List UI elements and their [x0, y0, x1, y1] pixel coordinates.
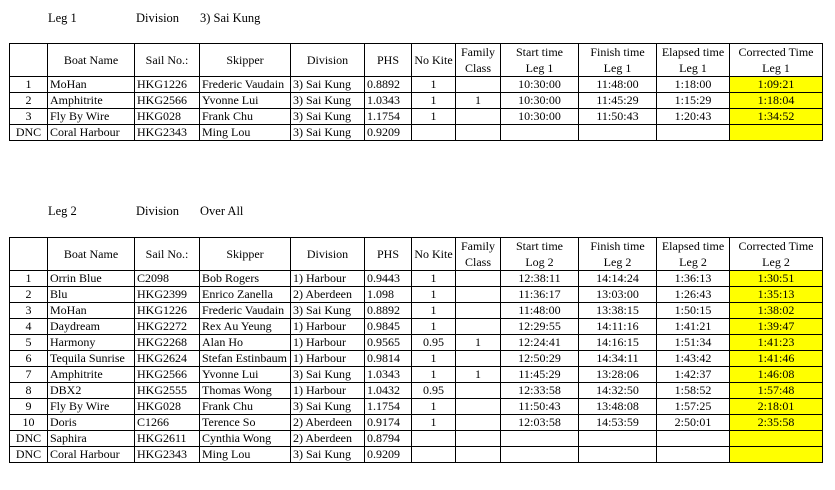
column-header-label: No Kite	[414, 247, 453, 261]
cell-nokite: 1	[412, 399, 456, 415]
column-header-label: Finish time	[590, 45, 645, 59]
column-header-label: Boat Name	[63, 53, 119, 67]
cell-nokite: 0.95	[412, 335, 456, 351]
cell-corrected: 2:35:58	[730, 415, 823, 431]
cell-finish: 14:14:24	[579, 271, 657, 287]
cell-skipper: Yvonne Lui	[200, 367, 291, 383]
cell-start	[501, 431, 579, 447]
cell-start: 12:29:55	[501, 319, 579, 335]
cell-phs: 0.9174	[365, 415, 412, 431]
column-header-label: PHS	[376, 53, 399, 67]
cell-sail: HKG028	[135, 399, 200, 415]
cell-family: 1	[456, 93, 501, 109]
cell-sail: HKG2343	[135, 447, 200, 463]
column-header-label: Sail No.:	[145, 247, 189, 261]
cell-sail: HKG2624	[135, 351, 200, 367]
cell-skipper: Terence So	[200, 415, 291, 431]
cell-corrected	[730, 431, 823, 447]
table-row	[10, 399, 823, 415]
cell-family	[456, 287, 501, 303]
cell-start: 11:36:17	[501, 287, 579, 303]
cell-division: 1) Harbour	[291, 351, 365, 367]
cell-nokite	[412, 447, 456, 463]
cell-phs: 0.8794	[365, 431, 412, 447]
cell-pos: 3	[10, 303, 48, 319]
cell-start: 12:33:58	[501, 383, 579, 399]
cell-nokite: 1	[412, 271, 456, 287]
column-header-division	[291, 238, 365, 271]
table-header-row	[10, 44, 823, 77]
cell-sail: HKG1226	[135, 77, 200, 93]
cell-corrected: 1:41:46	[730, 351, 823, 367]
cell-skipper: Thomas Wong	[200, 383, 291, 399]
cell-sail: HKG2566	[135, 367, 200, 383]
cell-elapsed: 1:41:21	[657, 319, 730, 335]
cell-nokite	[412, 431, 456, 447]
cell-start: 11:45:29	[501, 367, 579, 383]
cell-boat: Harmony	[48, 335, 135, 351]
cell-family: 1	[456, 367, 501, 383]
cell-phs: 0.9209	[365, 447, 412, 463]
cell-start	[501, 125, 579, 141]
cell-division: 3) Sai Kung	[291, 109, 365, 125]
column-header-family	[456, 44, 501, 77]
column-header-skipper	[200, 44, 291, 77]
cell-nokite: 1	[412, 367, 456, 383]
cell-sail: HKG2272	[135, 319, 200, 335]
column-header-label: Corrected Time	[738, 239, 814, 253]
cell-division: 2) Aberdeen	[291, 431, 365, 447]
cell-family	[456, 447, 501, 463]
column-header-phs	[365, 238, 412, 271]
cell-elapsed: 1:36:13	[657, 271, 730, 287]
cell-family	[456, 303, 501, 319]
column-header-label: Division	[306, 247, 349, 261]
cell-division: 3) Sai Kung	[291, 303, 365, 319]
cell-sail: C2098	[135, 271, 200, 287]
column-header-phs	[365, 44, 412, 77]
cell-start: 11:50:43	[501, 399, 579, 415]
cell-pos: 5	[10, 335, 48, 351]
cell-nokite: 1	[412, 287, 456, 303]
cell-skipper: Frederic Vaudain	[200, 303, 291, 319]
cell-start	[501, 447, 579, 463]
column-header-label: Finish time	[590, 239, 645, 253]
cell-corrected	[730, 447, 823, 463]
cell-nokite: 1	[412, 319, 456, 335]
cell-sail: C1266	[135, 415, 200, 431]
cell-division: 1) Harbour	[291, 383, 365, 399]
cell-skipper: Bob Rogers	[200, 271, 291, 287]
cell-family	[456, 431, 501, 447]
cell-corrected: 1:57:48	[730, 383, 823, 399]
cell-corrected: 1:09:21	[730, 77, 823, 93]
cell-corrected: 1:46:08	[730, 367, 823, 383]
cell-finish: 14:32:50	[579, 383, 657, 399]
cell-elapsed: 1:18:00	[657, 77, 730, 93]
column-header-boat	[48, 44, 135, 77]
column-header-start	[501, 44, 579, 77]
cell-elapsed	[657, 431, 730, 447]
cell-boat: Orrin Blue	[48, 271, 135, 287]
cell-finish: 13:03:00	[579, 287, 657, 303]
cell-pos: 8	[10, 383, 48, 399]
cell-skipper: Cynthia Wong	[200, 431, 291, 447]
cell-boat: Coral Harbour	[48, 447, 135, 463]
cell-boat: Fly By Wire	[48, 109, 135, 125]
cell-finish: 13:38:15	[579, 303, 657, 319]
leg2-results-table	[9, 237, 823, 463]
leg2-division-value: Over All	[200, 204, 244, 218]
column-header-label: Start time	[516, 45, 563, 59]
cell-boat: MoHan	[48, 77, 135, 93]
cell-division: 2) Aberdeen	[291, 287, 365, 303]
column-header-finish	[579, 44, 657, 77]
cell-division: 3) Sai Kung	[291, 125, 365, 141]
column-header-family	[456, 238, 501, 271]
column-header-sublabel: Class	[464, 61, 491, 75]
cell-nokite: 1	[412, 303, 456, 319]
column-header-sublabel: Leg 1	[525, 61, 554, 75]
cell-finish: 14:34:11	[579, 351, 657, 367]
cell-corrected: 2:18:01	[730, 399, 823, 415]
cell-sail: HKG1226	[135, 303, 200, 319]
cell-phs: 0.8892	[365, 303, 412, 319]
cell-sail: HKG2566	[135, 93, 200, 109]
cell-elapsed: 1:58:52	[657, 383, 730, 399]
leg1-results-table	[9, 43, 823, 141]
cell-corrected	[730, 125, 823, 141]
cell-finish: 14:53:59	[579, 415, 657, 431]
cell-family	[456, 415, 501, 431]
cell-finish	[579, 447, 657, 463]
cell-start: 10:30:00	[501, 109, 579, 125]
table-row	[10, 383, 823, 399]
cell-boat: Daydream	[48, 319, 135, 335]
cell-sail: HKG2555	[135, 383, 200, 399]
column-header-sail	[135, 44, 200, 77]
cell-boat: Fly By Wire	[48, 399, 135, 415]
cell-family	[456, 319, 501, 335]
leg2-label: Leg 2	[48, 204, 77, 218]
column-header-nokite	[412, 238, 456, 271]
cell-division: 1) Harbour	[291, 319, 365, 335]
cell-boat: Coral Harbour	[48, 125, 135, 141]
cell-pos: 3	[10, 109, 48, 125]
column-header-elapsed	[657, 44, 730, 77]
cell-start: 12:50:29	[501, 351, 579, 367]
cell-division: 3) Sai Kung	[291, 399, 365, 415]
table-row	[10, 367, 823, 383]
cell-skipper: Stefan Estinbaum	[200, 351, 291, 367]
cell-elapsed: 1:42:37	[657, 367, 730, 383]
column-header-sublabel: Leg 2	[603, 255, 632, 269]
cell-pos: DNC	[10, 447, 48, 463]
cell-finish: 13:48:08	[579, 399, 657, 415]
cell-skipper: Frederic Vaudain	[200, 77, 291, 93]
column-header-elapsed	[657, 238, 730, 271]
column-header-label: Division	[306, 53, 349, 67]
cell-skipper: Ming Lou	[200, 447, 291, 463]
leg1-division-label: Division	[136, 11, 180, 25]
cell-division: 3) Sai Kung	[291, 447, 365, 463]
column-header-label: Corrected Time	[738, 45, 814, 59]
column-header-label: No Kite	[414, 53, 453, 67]
table-row	[10, 303, 823, 319]
cell-nokite: 1	[412, 77, 456, 93]
cell-finish: 11:48:00	[579, 77, 657, 93]
cell-sail: HKG2399	[135, 287, 200, 303]
cell-sail: HKG2343	[135, 125, 200, 141]
column-header-sublabel: Leg 1	[762, 61, 790, 75]
column-header-finish	[579, 238, 657, 271]
cell-finish	[579, 431, 657, 447]
table-row	[10, 431, 823, 447]
cell-finish: 14:16:15	[579, 335, 657, 351]
cell-finish: 11:50:43	[579, 109, 657, 125]
leg1-division-value: 3) Sai Kung	[200, 11, 261, 25]
cell-boat: Tequila Sunrise	[48, 351, 135, 367]
column-header-corrected	[730, 238, 823, 271]
cell-family: 1	[456, 335, 501, 351]
cell-pos: 10	[10, 415, 48, 431]
cell-elapsed	[657, 447, 730, 463]
cell-corrected: 1:34:52	[730, 109, 823, 125]
cell-family	[456, 351, 501, 367]
column-header-boat	[48, 238, 135, 271]
cell-phs: 1.0343	[365, 367, 412, 383]
leg2-division-label: Division	[136, 204, 180, 218]
cell-skipper: Frank Chu	[200, 399, 291, 415]
column-header-label: Elapsed time	[661, 45, 725, 59]
leg1-label: Leg 1	[48, 11, 77, 25]
cell-sail: HKG2611	[135, 431, 200, 447]
cell-pos: 1	[10, 271, 48, 287]
cell-pos: 2	[10, 93, 48, 109]
cell-skipper: Enrico Zanella	[200, 287, 291, 303]
column-header-label: Sail No.:	[145, 53, 189, 67]
cell-finish: 11:45:29	[579, 93, 657, 109]
column-header-corrected	[730, 44, 823, 77]
cell-corrected: 1:38:02	[730, 303, 823, 319]
cell-corrected: 1:18:04	[730, 93, 823, 109]
cell-nokite: 1	[412, 351, 456, 367]
cell-nokite: 1	[412, 109, 456, 125]
cell-pos: DNC	[10, 125, 48, 141]
cell-finish: 14:11:16	[579, 319, 657, 335]
cell-corrected: 1:35:13	[730, 287, 823, 303]
column-header-label: Elapsed time	[661, 239, 725, 253]
cell-phs: 0.9565	[365, 335, 412, 351]
column-header-label: Start time	[516, 239, 563, 253]
cell-elapsed: 1:50:15	[657, 303, 730, 319]
cell-phs: 0.9814	[365, 351, 412, 367]
cell-family	[456, 399, 501, 415]
column-header-sublabel: Log 2	[525, 255, 554, 269]
cell-division: 1) Harbour	[291, 271, 365, 287]
column-header-nokite	[412, 44, 456, 77]
cell-finish	[579, 125, 657, 141]
column-header-sublabel: Leg 2	[762, 255, 790, 269]
cell-skipper: Ming Lou	[200, 125, 291, 141]
cell-corrected: 1:30:51	[730, 271, 823, 287]
table-row	[10, 287, 823, 303]
cell-skipper: Rex Au Yeung	[200, 319, 291, 335]
column-header-sail	[135, 238, 200, 271]
cell-phs: 1.1754	[365, 109, 412, 125]
cell-nokite	[412, 125, 456, 141]
cell-skipper: Yvonne Lui	[200, 93, 291, 109]
cell-elapsed: 2:50:01	[657, 415, 730, 431]
cell-phs: 0.9845	[365, 319, 412, 335]
cell-pos: DNC	[10, 431, 48, 447]
cell-skipper: Alan Ho	[200, 335, 291, 351]
cell-pos: 6	[10, 351, 48, 367]
column-header-sublabel: Leg 1	[603, 61, 632, 75]
cell-pos: 9	[10, 399, 48, 415]
cell-boat: MoHan	[48, 303, 135, 319]
table-row	[10, 109, 823, 125]
cell-division: 3) Sai Kung	[291, 367, 365, 383]
cell-start: 12:24:41	[501, 335, 579, 351]
cell-start: 10:30:00	[501, 77, 579, 93]
cell-division: 3) Sai Kung	[291, 77, 365, 93]
column-header-label: Skipper	[226, 53, 264, 67]
cell-start: 10:30:00	[501, 93, 579, 109]
table-row	[10, 271, 823, 287]
column-header-label: Skipper	[226, 247, 264, 261]
cell-sail: HKG2268	[135, 335, 200, 351]
cell-division: 3) Sai Kung	[291, 93, 365, 109]
cell-family	[456, 109, 501, 125]
cell-family	[456, 125, 501, 141]
cell-nokite: 1	[412, 415, 456, 431]
column-header-sublabel: Leg 2	[679, 255, 707, 269]
table-row	[10, 77, 823, 93]
cell-boat: Amphitrite	[48, 93, 135, 109]
table-row	[10, 415, 823, 431]
cell-phs: 1.098	[365, 287, 412, 303]
cell-boat: Amphitrite	[48, 367, 135, 383]
column-header-start	[501, 238, 579, 271]
cell-nokite: 1	[412, 93, 456, 109]
cell-elapsed: 1:43:42	[657, 351, 730, 367]
cell-phs: 0.9209	[365, 125, 412, 141]
cell-elapsed	[657, 125, 730, 141]
cell-corrected: 1:39:47	[730, 319, 823, 335]
cell-sail: HKG028	[135, 109, 200, 125]
cell-phs: 0.8892	[365, 77, 412, 93]
cell-phs: 1.1754	[365, 399, 412, 415]
cell-family	[456, 77, 501, 93]
cell-boat: Saphira	[48, 431, 135, 447]
table-row	[10, 319, 823, 335]
cell-phs: 1.0432	[365, 383, 412, 399]
table-row	[10, 93, 823, 109]
cell-skipper: Frank Chu	[200, 109, 291, 125]
cell-elapsed: 1:57:25	[657, 399, 730, 415]
cell-phs: 1.0343	[365, 93, 412, 109]
column-header-sublabel: Class	[464, 255, 491, 269]
cell-start: 12:03:58	[501, 415, 579, 431]
cell-boat: Blu	[48, 287, 135, 303]
cell-elapsed: 1:51:34	[657, 335, 730, 351]
cell-pos: 7	[10, 367, 48, 383]
column-header-label: Boat Name	[63, 247, 119, 261]
cell-elapsed: 1:26:43	[657, 287, 730, 303]
cell-division: 2) Aberdeen	[291, 415, 365, 431]
cell-pos: 2	[10, 287, 48, 303]
column-header-pos	[10, 238, 48, 271]
column-header-pos	[10, 44, 48, 77]
cell-start: 12:38:11	[501, 271, 579, 287]
table-row	[10, 335, 823, 351]
column-header-label: Family	[460, 45, 495, 59]
column-header-label: PHS	[376, 247, 399, 261]
column-header-label: Family	[460, 239, 495, 253]
table-row	[10, 125, 823, 141]
cell-elapsed: 1:20:43	[657, 109, 730, 125]
cell-pos: 1	[10, 77, 48, 93]
column-header-sublabel: Leg 1	[679, 61, 707, 75]
cell-family	[456, 271, 501, 287]
cell-elapsed: 1:15:29	[657, 93, 730, 109]
cell-boat: Doris	[48, 415, 135, 431]
cell-division: 1) Harbour	[291, 335, 365, 351]
cell-corrected: 1:41:23	[730, 335, 823, 351]
column-header-skipper	[200, 238, 291, 271]
cell-phs: 0.9443	[365, 271, 412, 287]
cell-family	[456, 383, 501, 399]
cell-finish: 13:28:06	[579, 367, 657, 383]
table-row	[10, 447, 823, 463]
cell-pos: 4	[10, 319, 48, 335]
column-header-division	[291, 44, 365, 77]
table-row	[10, 351, 823, 367]
cell-start: 11:48:00	[501, 303, 579, 319]
cell-boat: DBX2	[48, 383, 135, 399]
cell-nokite: 0.95	[412, 383, 456, 399]
table-header-row	[10, 238, 823, 271]
